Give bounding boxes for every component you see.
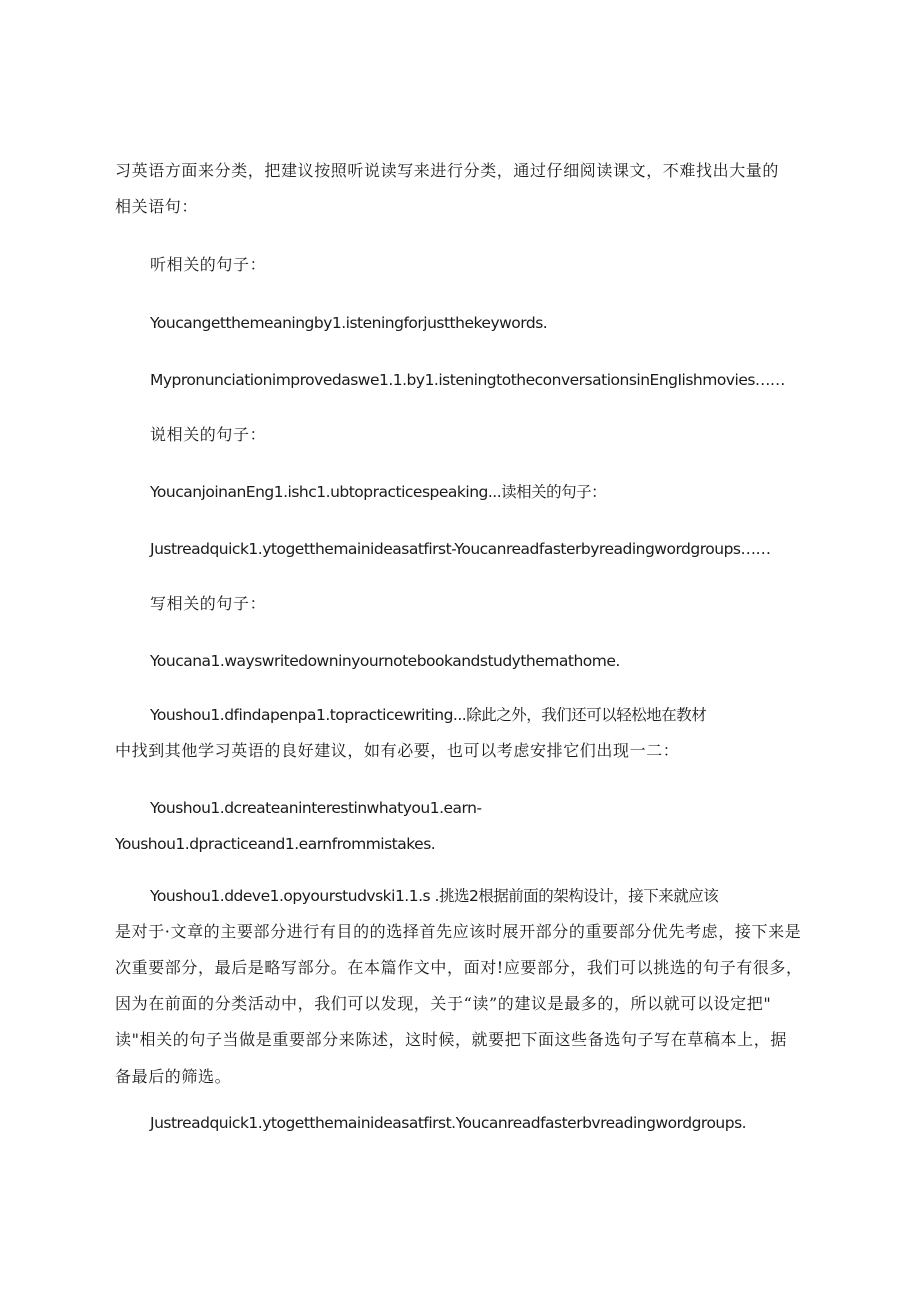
listening-heading: 听相关的句子： (150, 255, 267, 274)
speaking-sentence: YoucanjoinanEng1.ishc1.ubtopracticespeaking...读相关的句子： (150, 483, 607, 501)
paragraph-line-4: 是对于·文章的主要部分进行有目的的选择首先应该时展开部分的重要部分优先考虑，接下来是 (115, 922, 802, 941)
paragraph-line-8: 备最后的筛选。 (115, 1067, 232, 1086)
paragraph-line-7: 读"相关的句子当做是重要部分来陈述，这时候，就要把下面这些备选句子写在草稿本上，据 (115, 1030, 787, 1049)
paragraph-line-2: 相关语句： (115, 197, 199, 216)
writing-sentence-1: Youcana1.wayswritedowninyournotebookandstudythemathome. (150, 652, 620, 670)
reading-sentence-2: Justreadquick1.ytogetthemainideasatfirst.Youcanreadfasterbvreadingwordgroups. (150, 1114, 747, 1132)
advice-sentence-3: Youshou1.ddeve1.opyourstudvski1.1.s .挑选2根据前面的架构设计，接下来就应该 (150, 887, 719, 905)
listening-sentence-2: Mypronunciationimprovedaswe1.1.by1.isteningtotheconversationsinEngIishmovies…… (150, 371, 785, 389)
paragraph-line-6: 因为在前面的分类活动中，我们可以发现，关于“读”的建议是最多的，所以就可以设定把" (115, 994, 772, 1013)
paragraph-line-5: 次重要部分，最后是略写部分。在本篇作文中，面对!应要部分，我们可以挑选的句子有很多， (115, 958, 803, 977)
paragraph-line-1: 习英语方面来分类，把建议按照听说读写来进行分类，通过仔细阅读课文，不难找出大量的 (115, 161, 780, 180)
writing-sentence-2: Youshou1.dfindapenpa1.topracticewriting...除此之外，我们还可以轻松地在教材 (150, 706, 707, 724)
advice-sentence-1: Youshou1.dcreateaninterestinwhatyou1.earn- (150, 799, 482, 817)
speaking-heading: 说相关的句子： (150, 425, 267, 444)
writing-heading: 写相关的句子： (150, 594, 267, 613)
advice-sentence-2: Youshou1.dpracticeand1.earnfrommistakes. (115, 835, 436, 853)
paragraph-line-3: 中找到其他学习英语的良好建议，如有必要，也可以考虑安排它们出现一二： (115, 741, 680, 760)
listening-sentence-1: Youcangetthemeaningby1.isteningforjustthekeywords. (150, 314, 548, 332)
reading-sentence-1: Justreadquick1.ytogetthemainideasatfirst-Youcanreadfasterbyreadingwordgroups…… (150, 540, 771, 558)
